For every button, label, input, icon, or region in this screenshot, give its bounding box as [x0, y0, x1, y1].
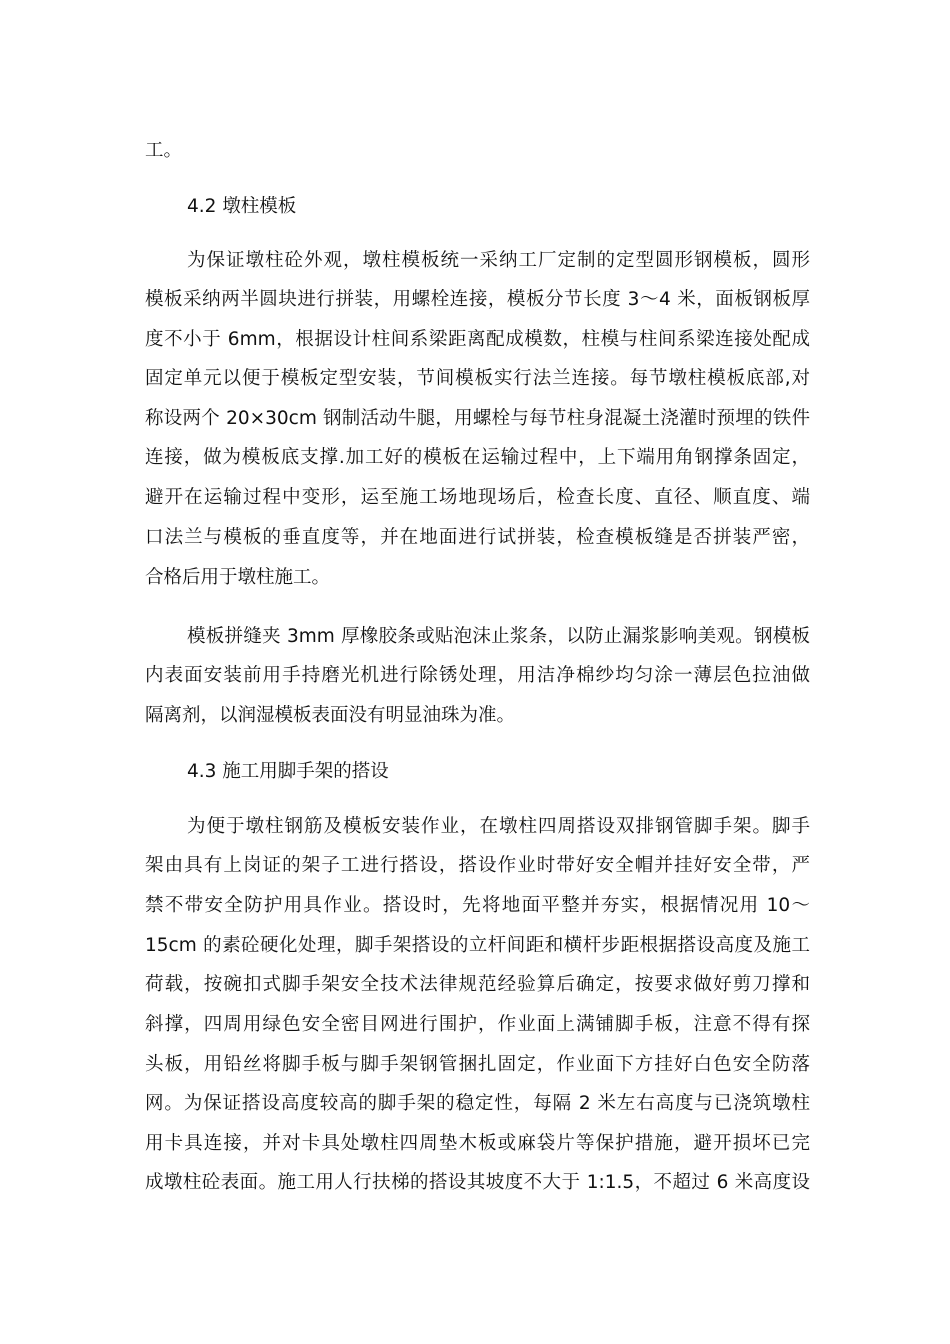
- paragraph-line: 荷载，按碗扣式脚手架安全技术法律规范经验算后确定，按要求做好剪刀撑和: [145, 974, 810, 995]
- paragraph-line: 连接，做为模板底支撑.加工好的模板在运输过程中，上下端用角钢撑条固定，: [145, 447, 810, 468]
- paragraph-line: 避开在运输过程中变形，运至施工场地现场后，检查长度、直径、顺直度、端: [145, 487, 810, 508]
- paragraph-line: 模板采纳两半圆块进行拼装，用螺栓连接，模板分节长度 3～4 米，面板钢板厚: [145, 289, 810, 310]
- paragraph-line: 固定单元以便于模板定型安装，节间模板实行法兰连接。每节墩柱模板底部,对: [145, 368, 810, 389]
- paragraph-line: 头板，用铅丝将脚手板与脚手架钢管捆扎固定，作业面下方挂好白色安全防落: [145, 1054, 810, 1075]
- paragraph-line: 度不小于 6mm，根据设计柱间系梁距离配成模数，柱模与柱间系梁连接处配成: [145, 329, 810, 350]
- paragraph-line: 为保证墩柱砼外观，墩柱模板统一采纳工厂定制的定型圆形钢模板，圆形: [187, 250, 810, 271]
- paragraph-line: 模板拼缝夹 3mm 厚橡胶条或贴泡沫止浆条，以防止漏浆影响美观。钢模板: [187, 626, 810, 647]
- paragraph-line: 口法兰与模板的垂直度等，并在地面进行试拼装，检查模板缝是否拼装严密，: [145, 527, 810, 548]
- section-4-2-heading: 4.2 墩柱模板: [187, 196, 297, 217]
- paragraph-line: 斜撑，四周用绿色安全密目网进行围护，作业面上满铺脚手板，注意不得有探: [145, 1014, 810, 1035]
- intro-line: 工。: [145, 140, 183, 161]
- paragraph-line: 合格后用于墩柱施工。: [145, 567, 331, 588]
- paragraph-line: 15cm 的素砼硬化处理，脚手架搭设的立杆间距和横杆步距根据搭设高度及施工: [145, 935, 810, 956]
- paragraph-line: 网。为保证搭设高度较高的脚手架的稳定性，每隔 2 米左右高度与已浇筑墩柱: [145, 1093, 810, 1114]
- paragraph-line: 禁不带安全防护用具作业。搭设时，先将地面平整并夯实，根据情况用 10～: [145, 895, 810, 916]
- paragraph-line: 隔离剂，以润湿模板表面没有明显油珠为准。: [145, 705, 516, 726]
- paragraph-line: 内表面安装前用手持磨光机进行除锈处理，用洁净棉纱均匀涂一薄层色拉油做: [145, 665, 810, 686]
- paragraph-line: 用卡具连接，并对卡具处墩柱四周垫木板或麻袋片等保护措施，避开损坏已完: [145, 1133, 810, 1154]
- paragraph-line: 架由具有上岗证的架子工进行搭设，搭设作业时带好安全帽并挂好安全带，严: [145, 855, 810, 876]
- paragraph-line: 为便于墩柱钢筋及模板安装作业，在墩柱四周搭设双排钢管脚手架。脚手: [187, 816, 810, 837]
- section-4-3-heading: 4.3 施工用脚手架的搭设: [187, 761, 389, 782]
- paragraph-line: 成墩柱砼表面。施工用人行扶梯的搭设其坡度不大于 1:1.5，不超过 6 米高度设: [145, 1172, 810, 1193]
- paragraph-line: 称设两个 20×30cm 钢制活动牛腿，用螺栓与每节柱身混凝土浇灌时预埋的铁件: [145, 408, 810, 429]
